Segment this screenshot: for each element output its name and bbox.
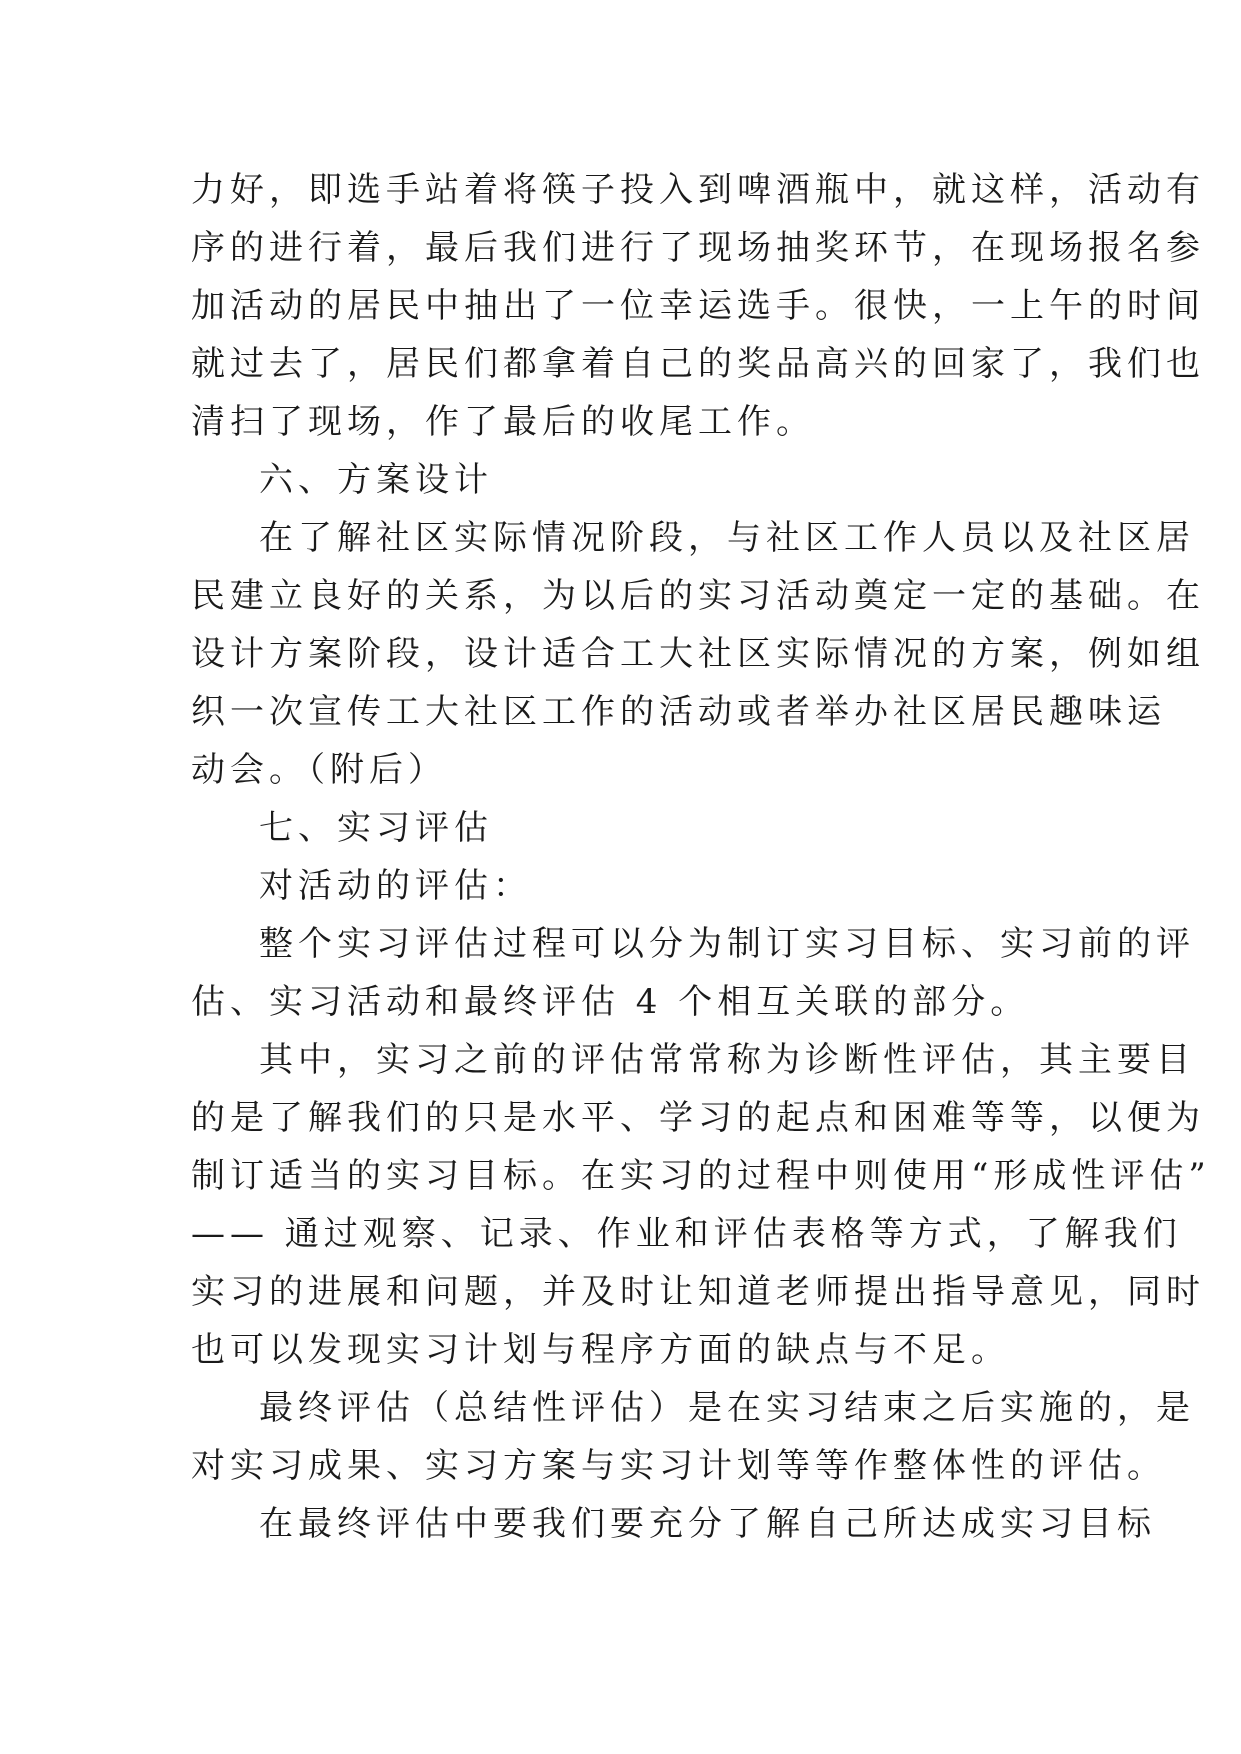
document-body: [191, 161, 1211, 1553]
text-line: 清扫了现场，作了最后的收尾工作。: [191, 402, 815, 442]
text-line: 的是了解我们的只是水平、学习的起点和困难等等，以便为: [191, 1098, 1205, 1138]
text-line: 其中，实习之前的评估常常称为诊断性评估，其主要目: [259, 1040, 1195, 1080]
text-line: 设计方案阶段，设计适合工大社区实际情况的方案，例如组: [191, 634, 1205, 674]
text-line: 在最终评估中要我们要充分了解自己所达成实习目标: [259, 1504, 1156, 1544]
text-line: 织一次宣传工大社区工作的活动或者举办社区居民趣味运: [191, 692, 1166, 732]
text-line: 最终评估（总结性评估）是在实习结束之后实施的，是: [259, 1388, 1195, 1428]
text-line: 实习的进展和问题，并及时让知道老师提出指导意见，同时: [191, 1272, 1205, 1312]
text-line: 也可以发现实习计划与程序方面的缺点与不足。: [191, 1330, 1010, 1370]
text-line: 对实习成果、实习方案与实习计划等等作整体性的评估。: [191, 1446, 1166, 1486]
text-line: 力好，即选手站着将筷子投入到啤酒瓶中，就这样，活动有: [191, 170, 1205, 210]
text-line: 对活动的评估：: [259, 866, 532, 906]
text-line: 七、实习评估: [259, 808, 493, 848]
text-line: 六、方案设计: [259, 460, 493, 500]
text-line: —— 通过观察、记录、作业和评估表格等方式，了解我们: [191, 1214, 1182, 1254]
text-line: 序的进行着，最后我们进行了现场抽奖环节，在现场报名参: [191, 228, 1205, 268]
text-line: 制订适当的实习目标。在实习的过程中则使用“形成性评估”: [191, 1156, 1211, 1196]
text-line: 民建立良好的关系，为以后的实习活动奠定一定的基础。在: [191, 576, 1205, 616]
text-line: 就过去了，居民们都拿着自己的奖品高兴的回家了，我们也: [191, 344, 1205, 384]
text-line: 在了解社区实际情况阶段，与社区工作人员以及社区居: [259, 518, 1195, 558]
text-line: 动会。（附后）: [191, 750, 447, 790]
text-line: 估、实习活动和最终评估 4 个相互关联的部分。: [191, 982, 1030, 1022]
text-line: 加活动的居民中抽出了一位幸运选手。很快，一上午的时间: [191, 286, 1205, 326]
text-line: 整个实习评估过程可以分为制订实习目标、实习前的评: [259, 924, 1195, 964]
